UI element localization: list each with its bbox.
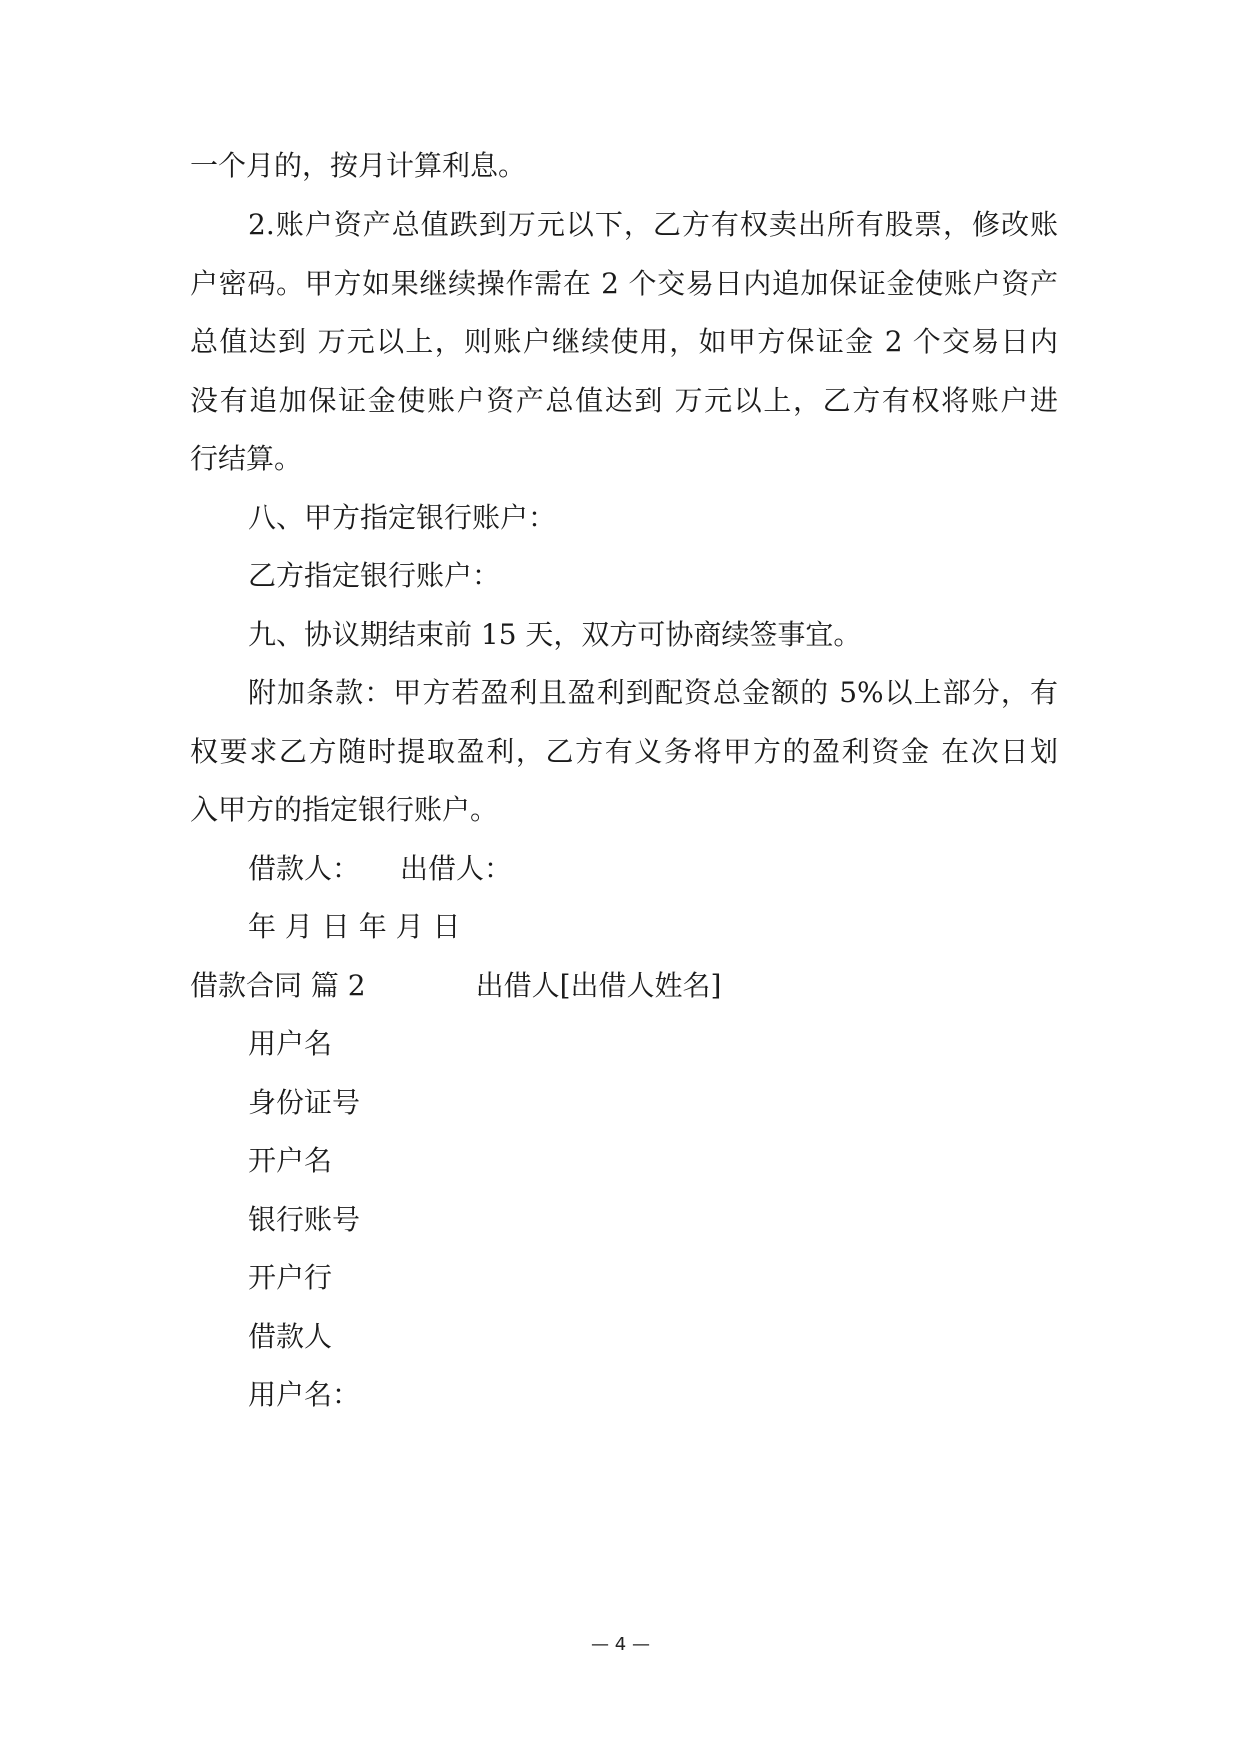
field-label: 用户名	[248, 1027, 333, 1060]
field-label: 用户名：	[248, 1378, 361, 1411]
paragraph-line: 乙方指定银行账户：	[248, 559, 501, 592]
field-label: 银行账号	[248, 1203, 361, 1236]
field-label: 开户名	[248, 1144, 333, 1177]
paragraph-line: 总值达到 万元以上，则账户继续使用，如甲方保证金 2 个交易日内	[190, 325, 1058, 358]
paragraph-line: 一个月的，按月计算利息。	[190, 149, 527, 182]
field-label: 开户行	[248, 1261, 333, 1294]
section-title: 借款合同 篇 2	[190, 969, 366, 1002]
signature-line	[248, 851, 512, 887]
paragraph-line: 权要求乙方随时提取盈利，乙方有义务将甲方的盈利资金 在次日划	[190, 735, 1058, 768]
field-label: 身份证号	[248, 1086, 361, 1119]
page-number: — 4 —	[591, 1634, 650, 1655]
paragraph-line: 行结算。	[190, 442, 303, 475]
paragraph-line: 九、协议期结束前 15 天，双方可协商续签事宜。	[248, 618, 862, 651]
paragraph-line: 2.账户资产总值跌到万元以下，乙方有权卖出所有股票，修改账	[248, 208, 1058, 241]
paragraph-line: 附加条款：甲方若盈利且盈利到配资总金额的 5%以上部分，有	[248, 676, 1058, 709]
section-heading	[190, 968, 721, 1004]
paragraph-line: 户密码。甲方如果继续操作需在 2 个交易日内追加保证金使账户资产	[190, 267, 1058, 300]
lender-label: 出借人：	[400, 852, 513, 885]
date-line: 年 月 日 年 月 日	[248, 910, 461, 943]
paragraph-line: 入甲方的指定银行账户。	[190, 793, 499, 826]
paragraph-line: 没有追加保证金使账户资产总值达到 万元以上，乙方有权将账户进	[190, 384, 1058, 417]
field-label: 借款人	[248, 1320, 333, 1353]
lender-heading: 出借人[出借人姓名]	[475, 969, 722, 1002]
paragraph-line: 八、甲方指定银行账户：	[248, 501, 557, 534]
borrower-label: 借款人：	[248, 852, 361, 885]
